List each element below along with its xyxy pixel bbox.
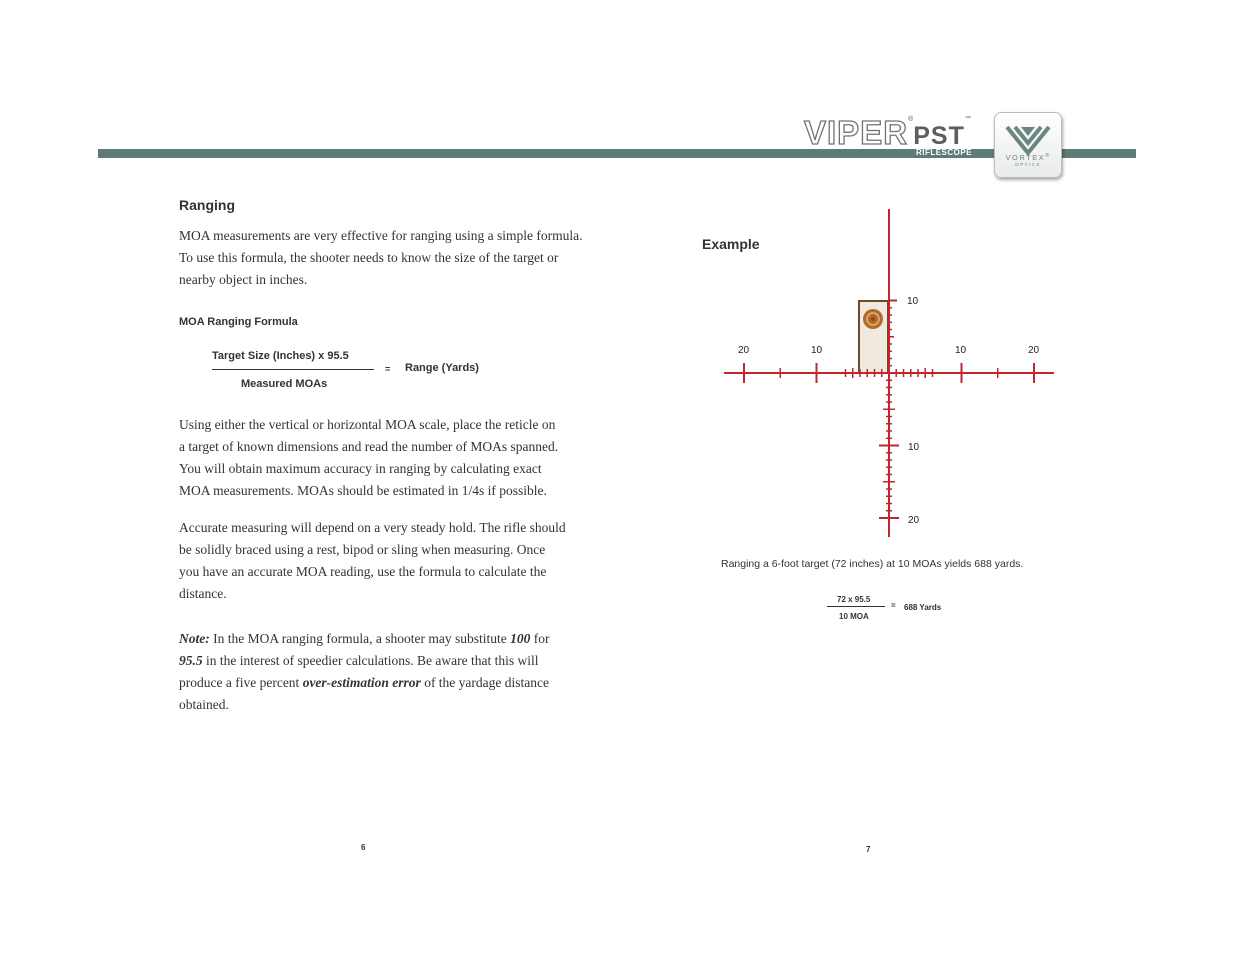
note-emphasis: 95.5 <box>179 653 203 668</box>
formula-denominator: Measured MOAs <box>241 378 328 390</box>
reticle-label-right-10: 10 <box>955 345 967 356</box>
note-label: Note: <box>179 631 210 646</box>
logo-name: VORTEX <box>1005 153 1046 162</box>
usage-line: MOA measurements. MOAs should be estimated in 1/4s if possible. <box>179 483 547 498</box>
brand-registered-mark: ® <box>908 116 914 123</box>
usage-line: Using either the vertical or horizontal MOA scale, place the reticle on <box>179 417 556 432</box>
logo-registered-mark: ® <box>1045 153 1051 159</box>
reticle-diagram <box>716 205 1061 545</box>
vortex-logo <box>994 112 1062 178</box>
accuracy-line: you have an accurate MOA reading, use the formula to calculate the <box>179 564 547 579</box>
example-caption: Ranging a 6-foot target (72 inches) at 10 MOAs yields 688 yards. <box>721 558 1024 570</box>
page-number-right: 7 <box>866 845 871 854</box>
intro-paragraph <box>179 225 583 291</box>
reticle-label-left-20: 20 <box>738 345 750 356</box>
note-text: for <box>530 631 550 646</box>
note-line <box>179 650 549 672</box>
accuracy-line: Accurate measuring will depend on a very steady hold. The rifle should <box>179 520 566 535</box>
note-text: of the yardage distance <box>420 675 550 690</box>
brand-suffix: PST <box>913 122 965 150</box>
intro-line: MOA measurements are very effective for ranging using a simple formula. <box>179 228 583 243</box>
accuracy-line: be solidly braced using a rest, bipod or sling when measuring. Once <box>179 542 546 557</box>
example-formula-result: 688 Yards <box>904 603 942 612</box>
note-emphasis: over-estimation error <box>302 675 421 690</box>
formula-fraction-bar <box>212 369 374 370</box>
note-text: In the MOA ranging formula, a shooter may substitute <box>209 631 511 646</box>
formula-numerator: Target Size (Inches) x 95.5 <box>212 350 349 362</box>
intro-line: nearby object in inches. <box>179 272 308 287</box>
accuracy-paragraph <box>179 517 566 605</box>
note-line: obtained. <box>179 697 229 712</box>
brand-name: VIPER <box>804 114 909 151</box>
example-formula-numerator: 72 x 95.5 <box>837 595 871 604</box>
example-formula-denominator: 10 MOA <box>839 612 869 621</box>
header-band-extension <box>1060 149 1082 151</box>
formula-equals: = <box>385 364 391 374</box>
note-paragraph <box>179 628 549 716</box>
usage-line: a target of known dimensions and read the number of MOAs spanned. <box>179 439 559 454</box>
example-formula-equals: = <box>891 601 896 610</box>
intro-line: To use this formula, the shooter needs to know the size of the target or <box>179 250 559 265</box>
usage-line: You will obtain maximum accuracy in ranging by calculating exact <box>179 461 542 476</box>
brand-tagline: RIFLESCOPE <box>915 148 973 157</box>
section-heading-example: Example <box>702 236 760 252</box>
logo-sub: OPTICS <box>1015 162 1041 167</box>
reticle-label-bottom-20: 20 <box>908 515 920 526</box>
accuracy-line: distance. <box>179 586 227 601</box>
reticle-label-left-10: 10 <box>811 345 823 356</box>
formula-result: Range (Yards) <box>405 362 479 374</box>
section-heading-ranging: Ranging <box>179 197 235 213</box>
reticle-label-bottom-10: 10 <box>908 442 920 453</box>
note-emphasis: 100 <box>510 631 531 646</box>
vortex-v-icon <box>995 117 1061 157</box>
brand-trademark: ™ <box>964 116 971 122</box>
target-bullseye-center <box>871 317 875 321</box>
note-text: in the interest of speedier calculations. Be aware that this will <box>202 653 539 668</box>
usage-paragraph <box>179 414 558 502</box>
note-line <box>179 628 549 650</box>
page-number-left: 6 <box>361 843 366 852</box>
reticle-label-top: 10 <box>907 296 919 307</box>
reticle-label-right-20: 20 <box>1028 345 1040 356</box>
example-formula-fraction-bar <box>827 606 885 607</box>
note-line <box>179 672 549 694</box>
formula-heading: MOA Ranging Formula <box>179 316 298 328</box>
note-text: produce a five percent <box>179 675 303 690</box>
